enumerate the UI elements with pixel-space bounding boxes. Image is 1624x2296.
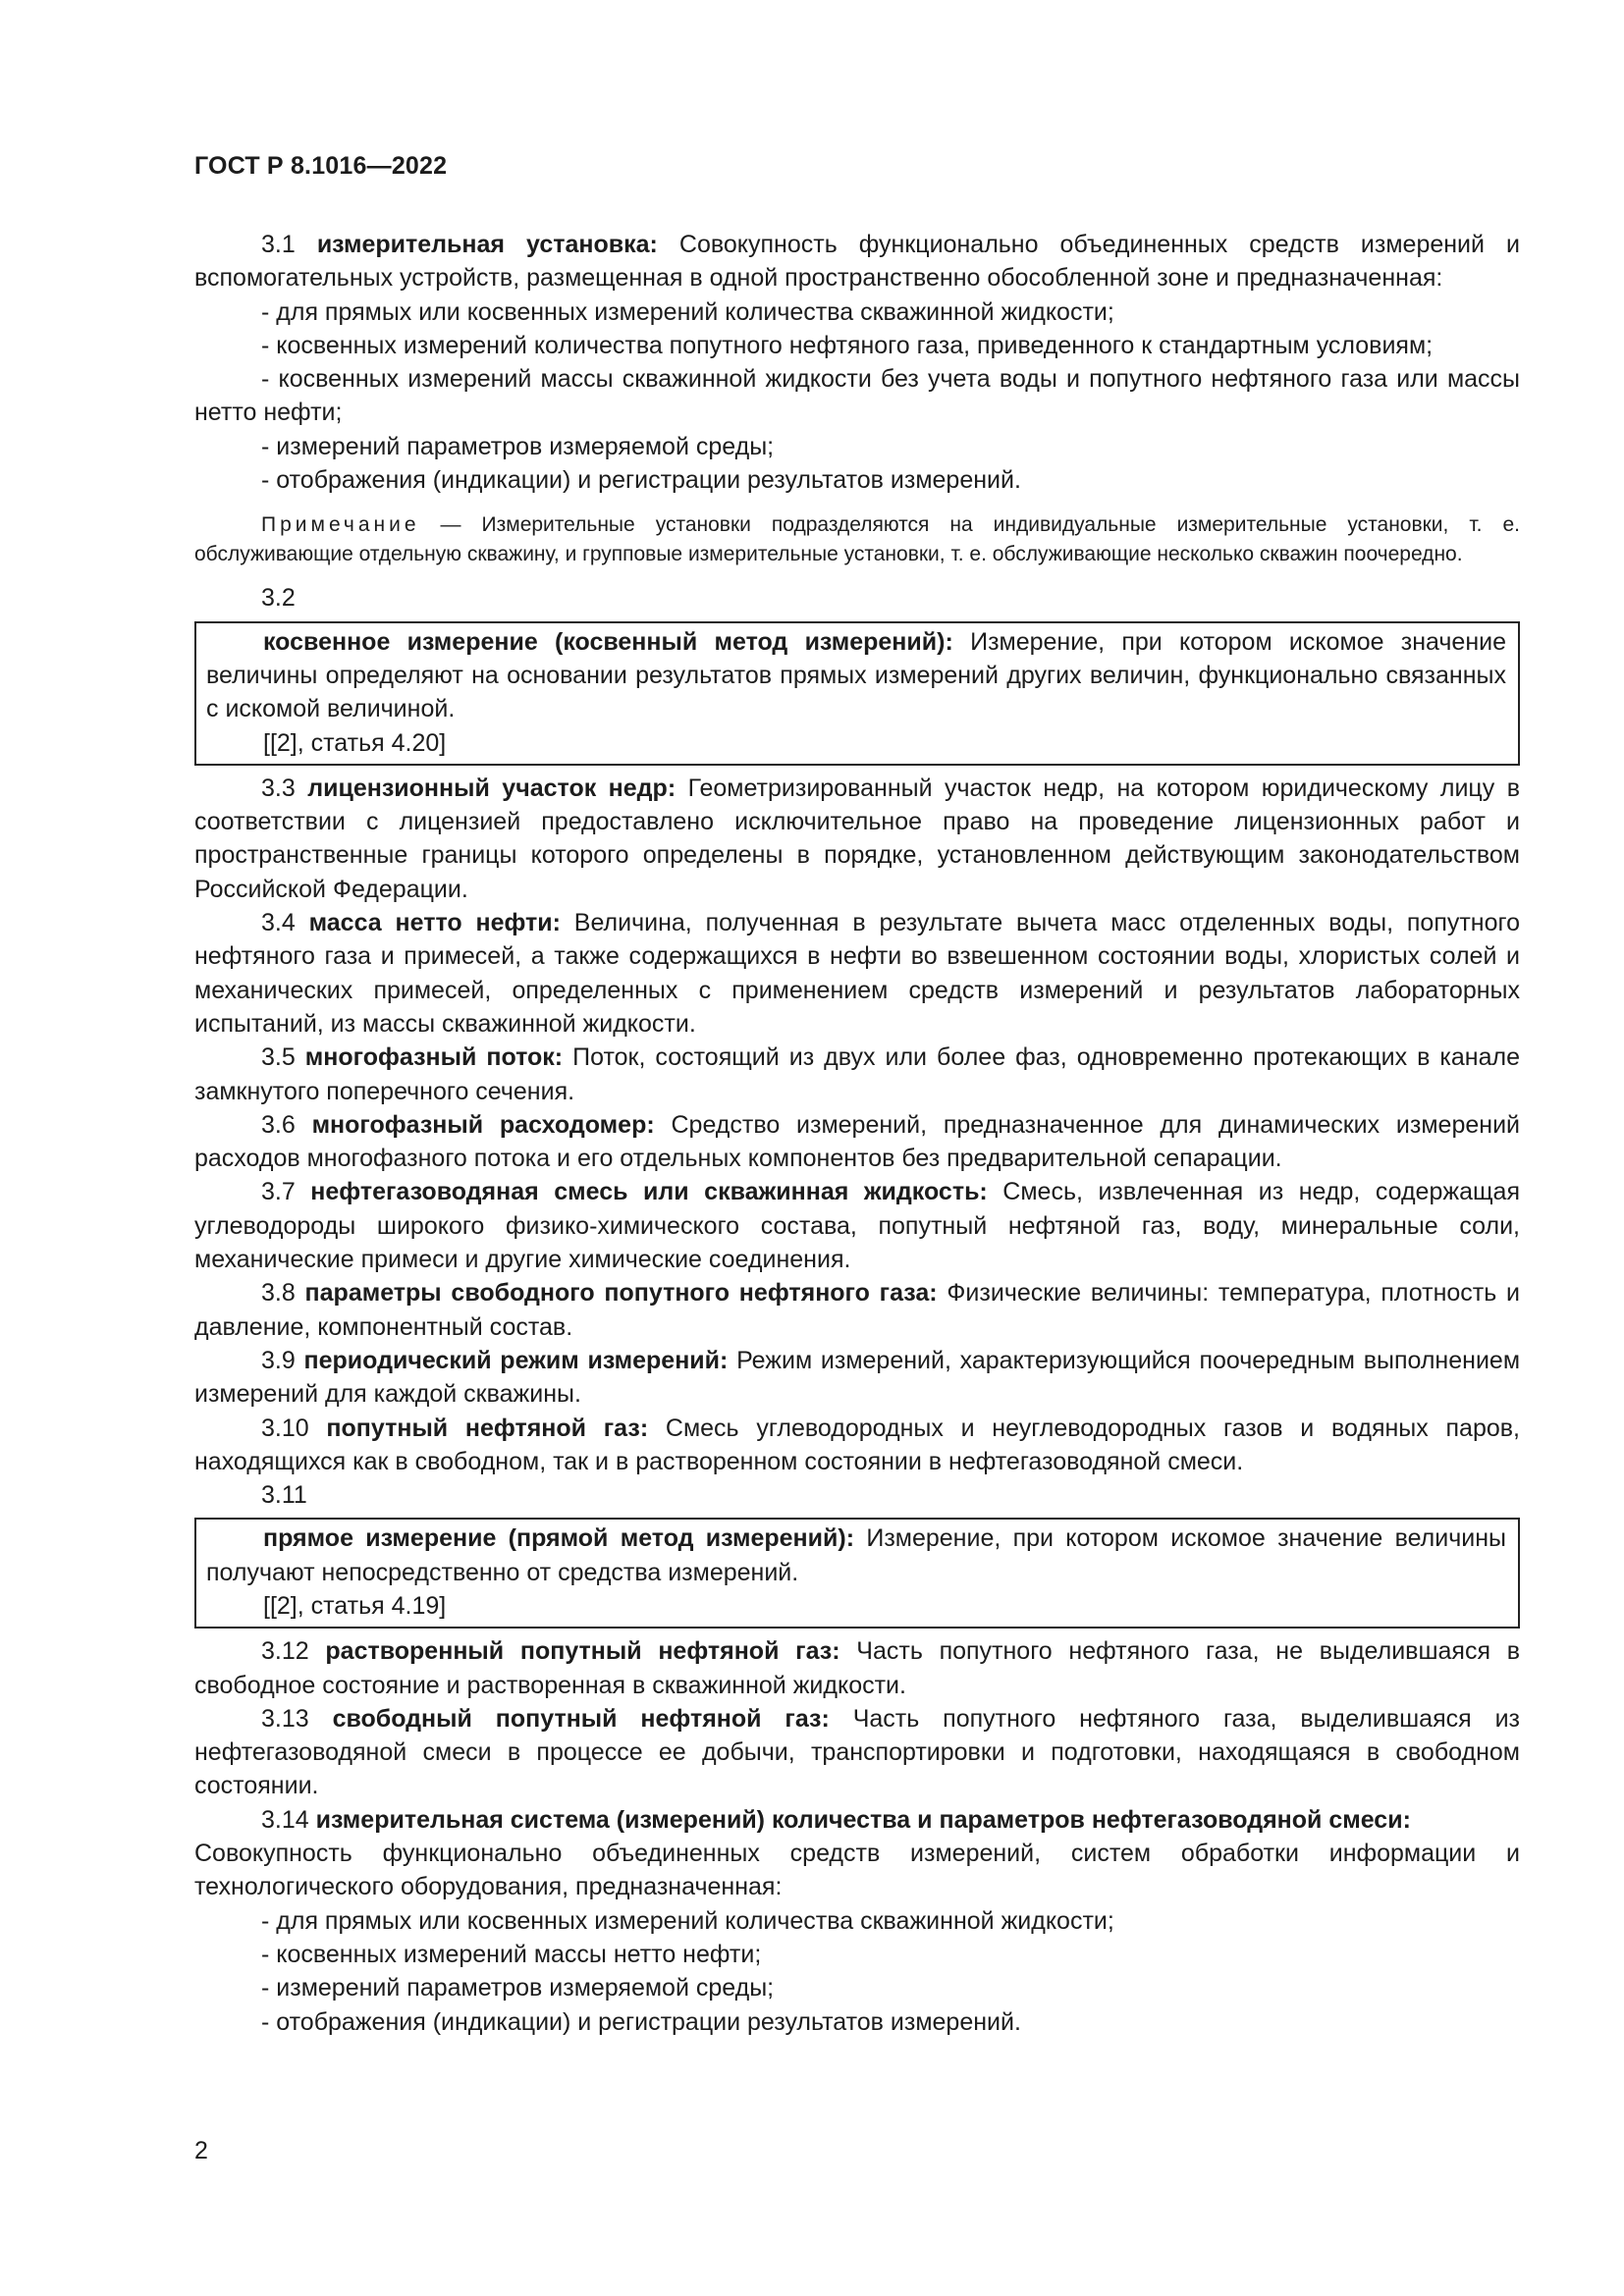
list-item: - измерений параметров измеряемой среды; [261, 432, 775, 460]
term-definition: Совокупность функционально объединенных средств измерений, систем обработки информации и технологического оборудования, предназначенная: [194, 1840, 1520, 1901]
terms-list-a [194, 772, 1520, 1478]
term-3-3 [194, 772, 1520, 906]
term-title: параметры свободного попутного нефтяного газа: [304, 1279, 938, 1308]
term-definition: Измерение, при котором искомое значение величины получают непосредственно от средства измерений. [206, 1524, 1506, 1586]
term-title: многофазный поток: [304, 1043, 564, 1072]
term-definition: Средство измерений, предназначенное для динамических измерений расходов многофазного потока и его отдельных компонентов без предварительной сепарации. [194, 1110, 1520, 1173]
term-definition: Измерение, при котором искомое значение величины определяют на основании результатов прямых измерений других величин, функционально связанных с искомой величиной. [206, 627, 1506, 723]
list-item: - для прямых или косвенных измерений количества скважинной жидкости; [261, 297, 1114, 326]
term-title: многофазный расходомер: [311, 1110, 655, 1139]
list-item: - для прямых или косвенных измерений количества скважинной жидкости; [261, 1906, 1114, 1935]
term-number: 3.6 [261, 1110, 296, 1139]
list-item: - косвенных измерений количества попутного нефтяного газа, приведенного к стандартным условиям; [261, 331, 1434, 359]
term-definition: Часть попутного нефтяного газа, выделившаяся из нефтегазоводяной смеси в процессе ее добычи, транспортировки и подготовки, находящаяся в свободном состоянии. [194, 1704, 1520, 1800]
term-definition: Физические величины: температура, плотность и давление, компонентный состав. [194, 1279, 1520, 1341]
list-item: - косвенных измерений массы скважинной жидкости без учета воды и попутного нефтяного газа или массы нетто нефти; [194, 365, 1520, 427]
term-number: 3.7 [261, 1178, 296, 1206]
term-3-10 [194, 1412, 1520, 1479]
list-item: - отображения (индикации) и регистрации результатов измерений. [261, 2007, 1021, 2036]
term-title: попутный нефтяной газ: [326, 1414, 649, 1442]
term-source: [[2], статья 4.19] [263, 1591, 447, 1620]
page-number: 2 [194, 2137, 208, 2164]
term-definition: Совокупность функционально объединенных средств измерений и вспомогательных устройств, размещенная в одной пространственно обособленной зоне и предназначенная: [194, 231, 1520, 293]
term-3-7 [194, 1175, 1520, 1276]
term-title: масса нетто нефти: [308, 909, 561, 937]
term-3-11-box [194, 1518, 1520, 1629]
term-title: измерительная система (измерений) количества и параметров нефтегазоводяной смеси: [315, 1805, 1411, 1834]
term-3-2 [206, 625, 1506, 726]
term-3-14 [194, 1803, 1520, 1837]
note [194, 510, 1520, 569]
note-text: — Измерительные установки подразделяются на индивидуальные измерительные установки, т. е. обслуживающие отдельную скважину, и групповые измерительные установки, т. е. обслуживающие несколько скважин поочередно. [194, 513, 1520, 566]
term-definition: Геометризированный участок недр, на котором юридическому лицу в соответствии с лицензией предоставлено исключительное право на проведение лицензионных работ и пространственные границы которого определены в порядке, установленном действующим законодательством Российской Федерации. [194, 774, 1520, 903]
term-title: прямое измерение (прямой метод измерений): [263, 1524, 855, 1553]
terms-section [194, 228, 1520, 2039]
term-title: периодический режим измерений: [303, 1346, 729, 1374]
term-title: растворенный попутный нефтяной газ: [325, 1637, 840, 1666]
list-item: - отображения (индикации) и регистрации результатов измерений. [261, 466, 1021, 495]
term-definition: Поток, состоящий из двух или более фаз, одновременно протекающих в канале замкнутого поперечного сечения. [194, 1043, 1521, 1105]
term-definition: Смесь, извлеченная из недр, содержащая углеводороды широкого физико-химического состава, попутный нефтяной газ, воду, минеральные соли, механические примеси и другие химические соединения. [194, 1178, 1520, 1274]
term-3-12 [194, 1634, 1520, 1702]
term-number: 3.5 [261, 1043, 296, 1072]
term-number: 3.4 [261, 909, 296, 937]
term-title: свободный попутный нефтяной газ: [332, 1704, 830, 1733]
term-3-2-box [194, 621, 1520, 766]
document-code: ГОСТ Р 8.1016—2022 [194, 152, 448, 180]
term-3-11 [206, 1522, 1506, 1589]
term-3-9 [194, 1344, 1520, 1412]
term-number: 3.14 [261, 1805, 309, 1834]
list-item: - косвенных измерений массы нетто нефти; [261, 1940, 762, 1968]
term-title: измерительная установка: [316, 231, 658, 258]
term-definition: Часть попутного нефтяного газа, не выделившаяся в свободное состояние и растворенная в скважинной жидкости. [194, 1637, 1520, 1699]
term-number: 3.10 [261, 1414, 309, 1442]
note-label: Примечание [261, 513, 420, 537]
term-definition: Смесь углеводородных и неуглеводородных газов и водяных паров, находящихся как в свободном, так и в растворенном состоянии в нефтегазоводяной смеси. [194, 1414, 1520, 1475]
term-title: лицензионный участок недр: [307, 774, 677, 802]
term-title: нефтегазоводяная смесь или скважинная жидкость: [310, 1178, 988, 1206]
term-number: 3.12 [261, 1637, 309, 1666]
term-number: 3.9 [261, 1346, 296, 1374]
term-3-6 [194, 1108, 1520, 1176]
term-number: 3.11 [261, 1481, 307, 1510]
terms-list-b [194, 1634, 1520, 1802]
term-number: 3.13 [261, 1704, 309, 1733]
term-number: 3.3 [261, 774, 296, 802]
list-item: - измерений параметров измеряемой среды; [261, 1974, 775, 2002]
term-number: 3.8 [261, 1279, 296, 1308]
term-source: [[2], статья 4.20] [263, 728, 447, 757]
term-definition: Величина, полученная в результате вычета масс отделенных воды, попутного нефтяного газа и примесей, а также содержащихся в нефти во взвешенном состоянии воды, хлористых солей и механических примесей, определенных с применением средств измерений и результатов лабораторных испытаний, из массы скважинной жидкости. [194, 909, 1520, 1038]
term-number: 3.2 [261, 584, 296, 613]
term-definition: Режим измерений, характеризующийся поочередным выполнением измерений для каждой скважины. [194, 1346, 1521, 1409]
term-3-1 [194, 228, 1520, 295]
term-3-5 [194, 1041, 1520, 1108]
term-title: косвенное измерение (косвенный метод измерений): [263, 627, 953, 656]
term-3-13 [194, 1702, 1520, 1803]
term-3-4 [194, 906, 1520, 1041]
term-3-8 [194, 1276, 1520, 1344]
term-number: 3.1 [261, 231, 296, 258]
